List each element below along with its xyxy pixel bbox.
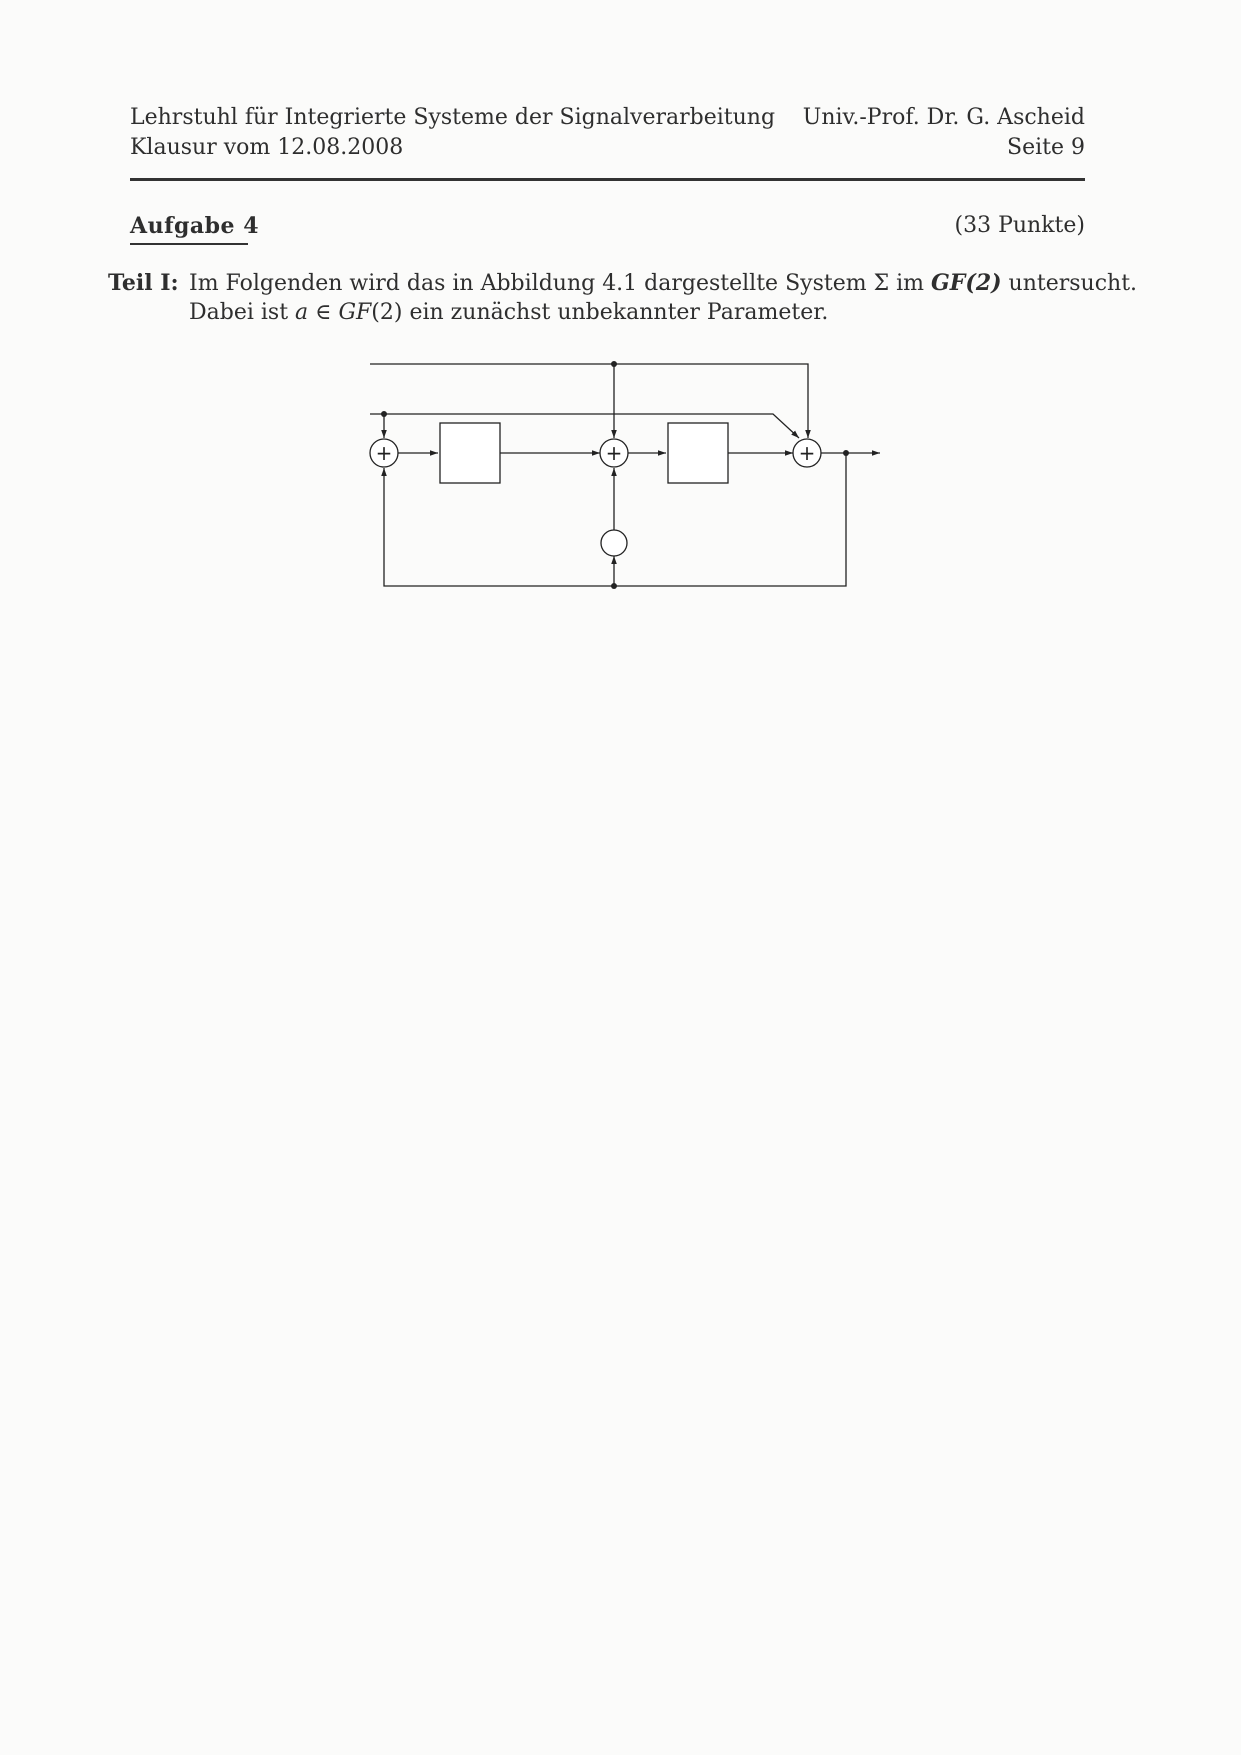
junction-dot-top bbox=[611, 361, 617, 367]
part-line-1-post: untersucht. bbox=[1001, 271, 1138, 296]
junction-dot-feedback bbox=[611, 583, 617, 589]
part-line-1-pre: Im Folgenden wird das in Abbildung 4.1 dargestellte System Σ im bbox=[189, 271, 932, 296]
input-line-second bbox=[370, 414, 799, 438]
task-title-underline bbox=[130, 243, 248, 245]
adder-1-symbol: + bbox=[375, 441, 393, 465]
adder-3 bbox=[793, 439, 821, 467]
adder-3-symbol: + bbox=[798, 441, 816, 465]
header-rule bbox=[130, 178, 1085, 181]
part-line-1 bbox=[189, 268, 1138, 299]
junction-dot-output bbox=[843, 450, 849, 456]
adder-2 bbox=[600, 439, 628, 467]
part-line-2-post: ein zunächst unbekannter Parameter. bbox=[402, 300, 829, 325]
exam-date: Klausur vom 12.08.2008 bbox=[130, 135, 404, 160]
part-line-2 bbox=[189, 298, 828, 328]
multiplier-circle bbox=[601, 530, 627, 556]
parameter-a: a bbox=[295, 300, 309, 325]
field-arg: (2) bbox=[371, 300, 403, 325]
header-right bbox=[803, 103, 1085, 163]
professor-name: Univ.-Prof. Dr. G. Ascheid bbox=[802, 105, 1085, 130]
adder-1 bbox=[370, 439, 398, 467]
field-name: GF bbox=[338, 300, 372, 325]
block-diagram bbox=[360, 355, 905, 635]
task-title: Aufgabe 4 bbox=[130, 213, 260, 239]
delay-block-1 bbox=[440, 423, 500, 483]
delay-block-2 bbox=[668, 423, 728, 483]
adder-2-symbol: + bbox=[605, 441, 623, 465]
element-of: ∈ bbox=[308, 300, 339, 325]
part-label: Teil I: bbox=[108, 270, 179, 296]
junction-dot-second bbox=[381, 411, 387, 417]
input-line-top bbox=[370, 364, 808, 438]
task-points: (33 Punkte) bbox=[954, 213, 1085, 238]
part-line-2-pre: Dabei ist bbox=[189, 300, 296, 325]
header-left bbox=[130, 103, 775, 163]
galois-field-bold: GF(2) bbox=[931, 270, 1002, 296]
chair-name: Lehrstuhl für Integrierte Systeme der Signalverarbeitung bbox=[130, 105, 776, 130]
page-number: Seite 9 bbox=[1007, 135, 1085, 160]
